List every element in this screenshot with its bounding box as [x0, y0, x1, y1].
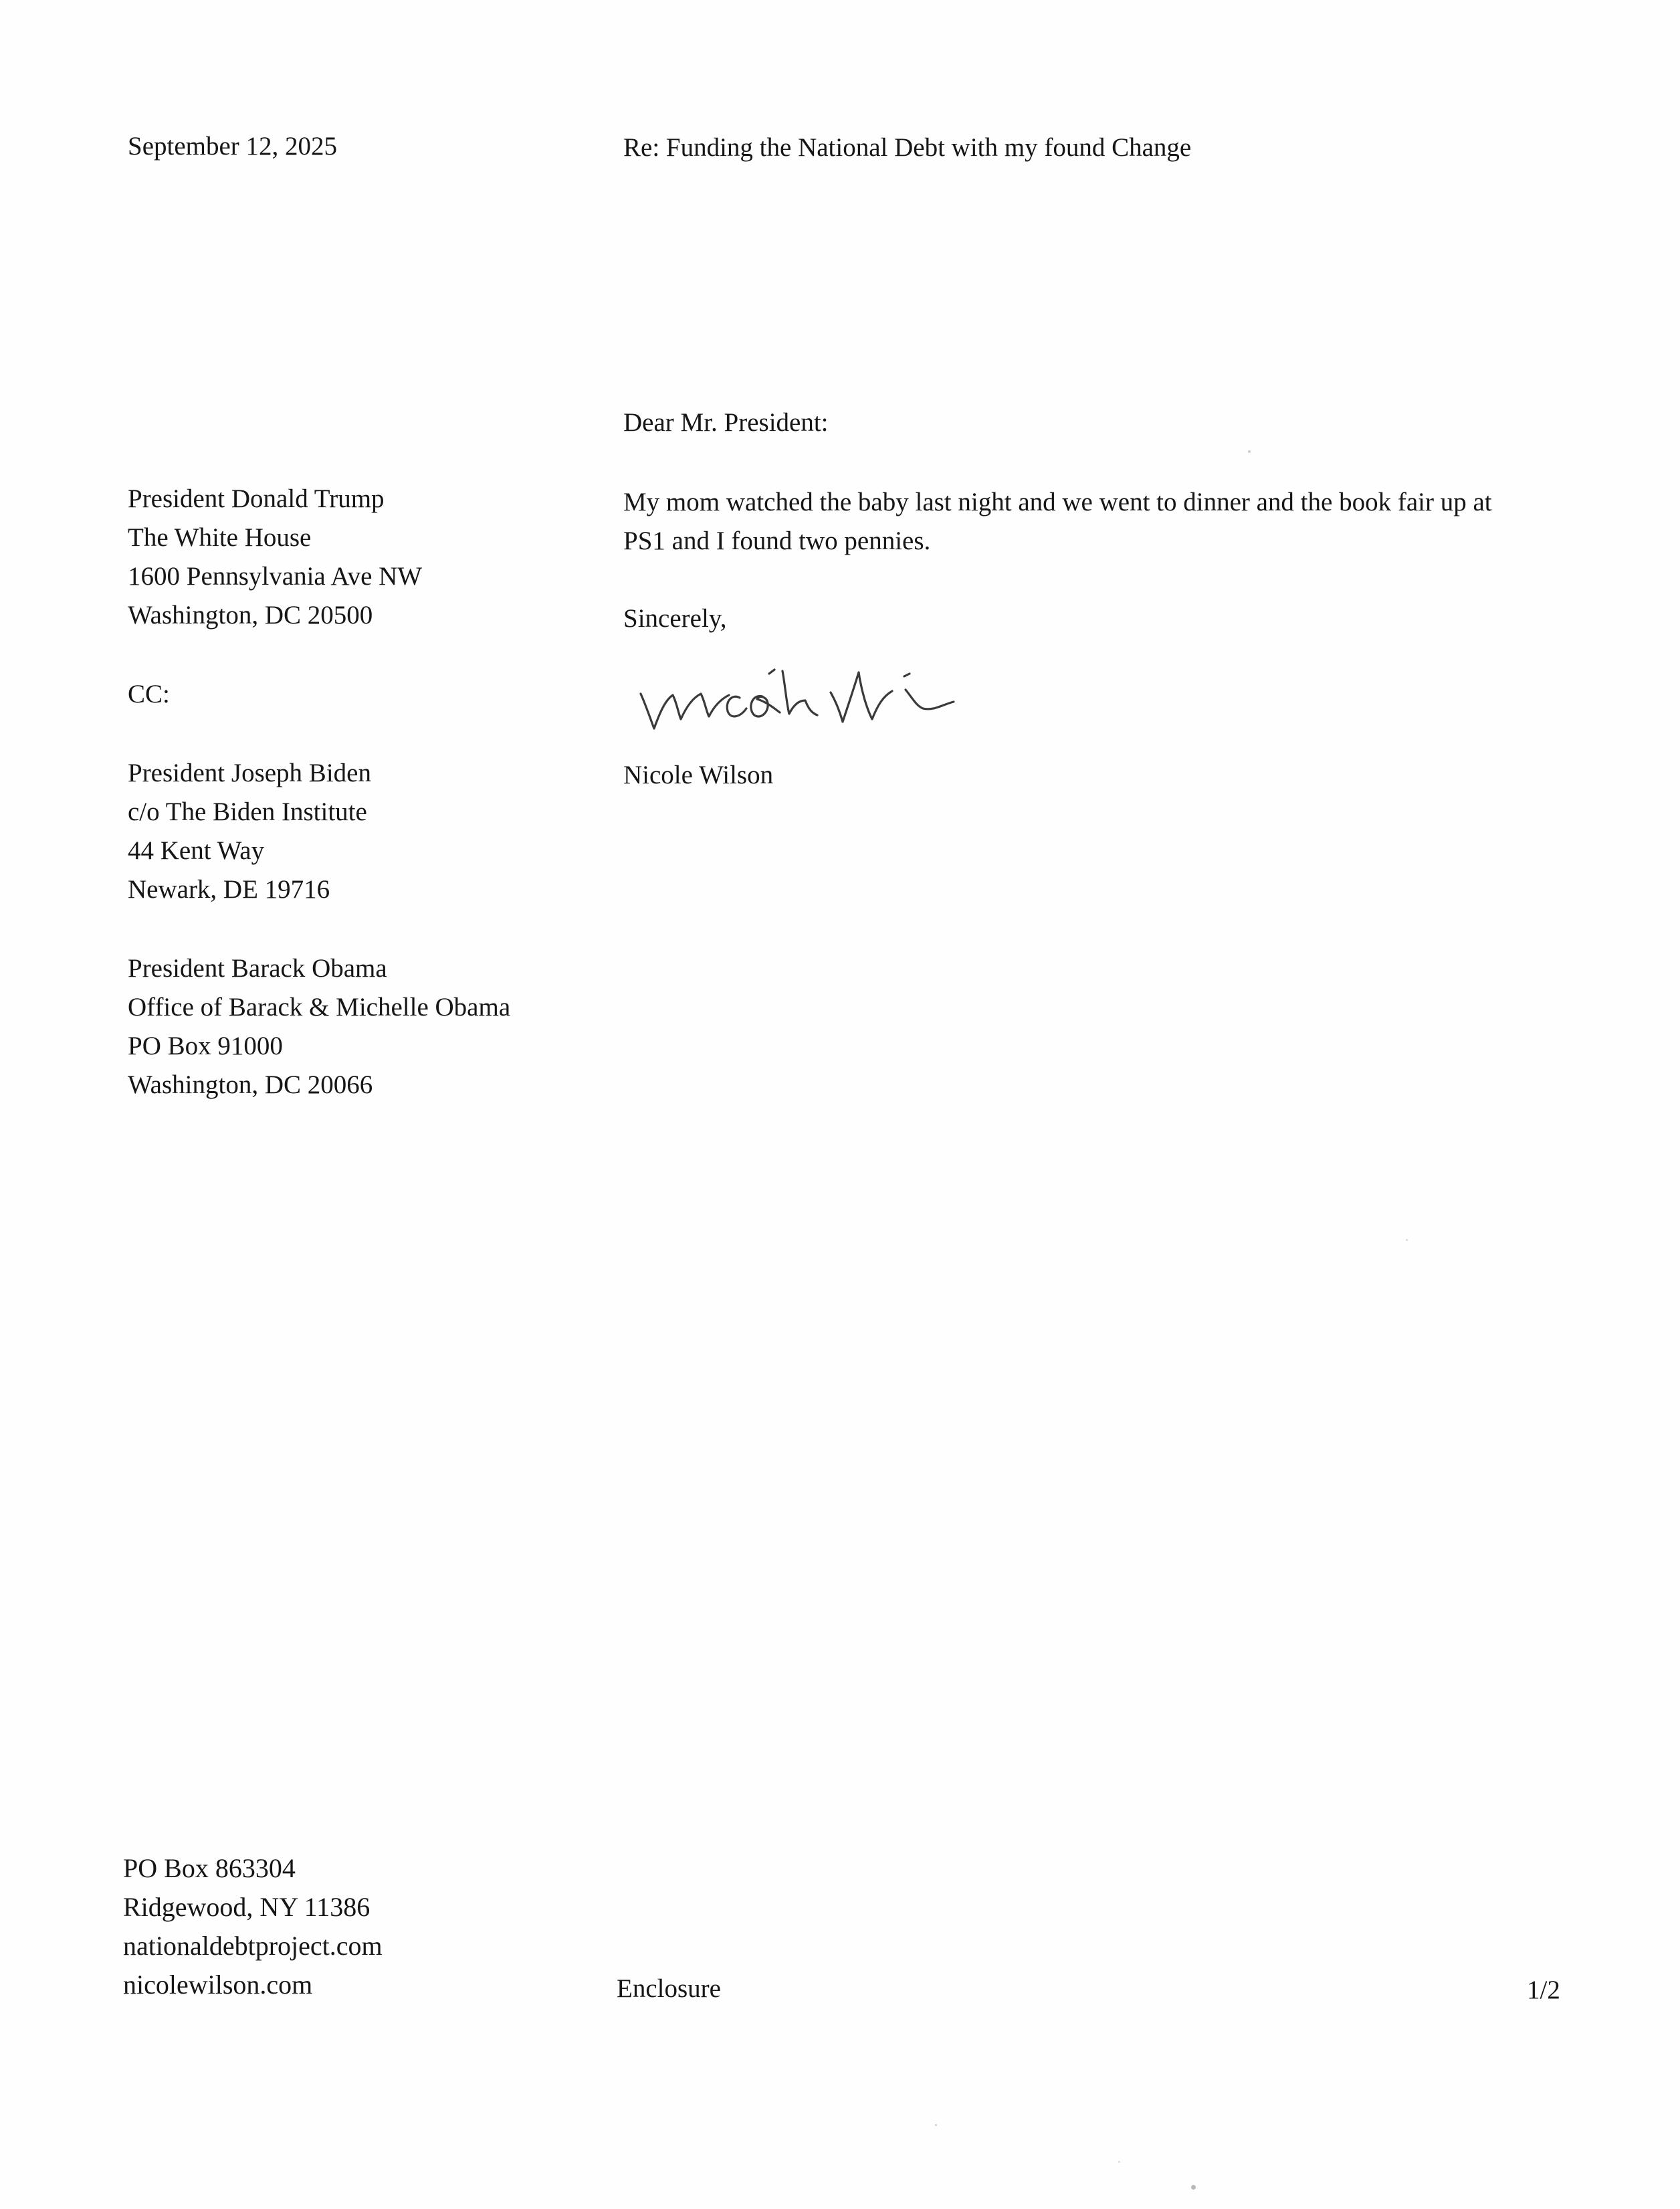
cc-recipient-name: President Joseph Biden: [128, 759, 371, 787]
cc-recipient-street: 44 Kent Way: [128, 836, 265, 865]
salutation: Dear Mr. President:: [623, 408, 829, 437]
letter-body: [623, 483, 1573, 561]
scan-speck: [1118, 2161, 1120, 2163]
website-link: nicolewilson.com: [123, 1970, 313, 2000]
cc-recipient-name: President Barack Obama: [128, 954, 387, 983]
return-po-box: PO Box 863304: [123, 1853, 296, 1883]
handwritten-signature: [635, 652, 956, 746]
enclosure-note: Enclosure: [617, 1974, 721, 2003]
cc-recipient-address: [128, 949, 510, 1104]
cc-recipient-address: [128, 754, 371, 909]
closing: Sincerely,: [623, 604, 727, 633]
recipient-address: [128, 480, 422, 635]
recipient-city: Washington, DC 20500: [128, 601, 373, 630]
recipient-name: President Donald Trump: [128, 484, 385, 513]
cc-recipient-organization: c/o The Biden Institute: [128, 797, 367, 826]
cc-recipient-organization: Office of Barack & Michelle Obama: [128, 993, 511, 1022]
body-line: My mom watched the baby last night and we went to dinner and the book fair up at: [623, 488, 1492, 516]
signer-name: Nicole Wilson: [623, 761, 774, 789]
subject-line: Re: Funding the National Debt with my found Change: [623, 133, 1192, 162]
scan-speck: [935, 2124, 937, 2126]
cc-recipient-city: Newark, DE 19716: [128, 875, 330, 904]
scan-speck: [1248, 450, 1251, 453]
page-number: 1/2: [1527, 1976, 1560, 2004]
cc-recipient-street: PO Box 91000: [128, 1032, 283, 1060]
return-city: Ridgewood, NY 11386: [123, 1892, 371, 1922]
recipient-street: 1600 Pennsylvania Ave NW: [128, 562, 423, 591]
letter-date: September 12, 2025: [128, 132, 338, 161]
website-link: nationaldebtproject.com: [123, 1931, 383, 1961]
cc-label: CC:: [128, 680, 170, 708]
scan-speck: [1406, 1239, 1408, 1241]
recipient-organization: The White House: [128, 523, 312, 552]
cc-recipient-city: Washington, DC 20066: [128, 1070, 373, 1099]
return-address: [123, 1849, 383, 2004]
body-line: PS1 and I found two pennies.: [623, 526, 931, 555]
scan-speck: [1191, 2185, 1196, 2190]
